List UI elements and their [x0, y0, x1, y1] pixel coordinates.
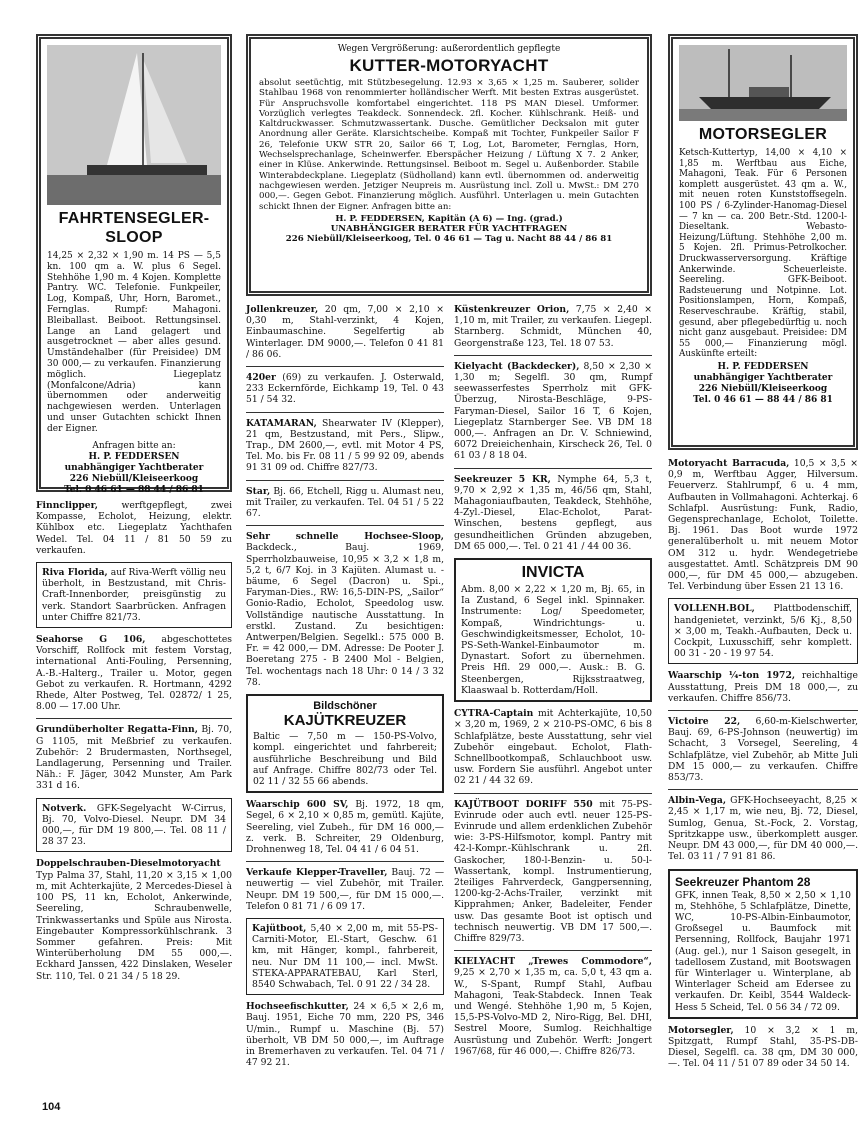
page-number: 104 — [42, 1101, 61, 1113]
column-middle — [246, 34, 652, 1074]
column-left — [36, 34, 232, 988]
sailboat-photo — [47, 45, 221, 205]
classified-regatta-finn: Grundüberholter Regatta-Finn, Bj. 70, G 1105, mit Meßbrief zu verkaufen. Zubehör: 2 Brudermasten, Northsegel, Landlagerung, Persenning und Trailer. Näh.: F. Jäger, 3042 Munster, Am Park 331 d 16. — [36, 724, 232, 792]
kutter-title: KUTTER-MOTORYACHT — [349, 56, 549, 75]
classified-kielyacht-backdecker: Kielyacht (Backdecker), 8,50 × 2,30 × 1,30 m; Segelfl. 30 qm, Rumpf seewasserfestes Sperrholz mit GFK-Überzug, Nirosta-Beschläge, 9-PS-Faryman-Diesel, Sailor 16 T, 6 Kojen, Liegeplatz Starnberger See. VB DM 18 000,—. Anfragen an Dr. V. Schniewind, 6072 Dreieichenhain, Kirscheck 26, Tel. 0 61 03 / 8 18 04. — [454, 360, 652, 462]
sloop-tel: Tel. 0 46 61 — 88 44 / 86 81 — [64, 484, 204, 495]
motorsegler-title: MOTORSEGLER — [698, 126, 828, 143]
phantom-text: GFK, innen Teak, 8,50 × 2,50 × 1,10 m, Stehhöhe, 5 Schlafplätze, Dinette, WC, 10-PS-Albin-Einbaumotor, Großsegel u. Baumfock mit Persenning, Rollfock, Baujahr 1971 (Aug. gel.), nur 1 Saison gesegelt, in tadellosem Zustand, mit Bootswagen für Winterlager u. Winterplane, ab Winterlager Scheid am Edersee zu verkaufen. Dr. Keibl, 3544 Waldeck-Hess 5 Scheid, Tel. 0 56 34 / 72 09. — [675, 889, 851, 1013]
kajuetkreuzer-title: KAJÜTKREUZER — [283, 712, 407, 730]
sloop-ad-box — [36, 34, 232, 495]
classified-seahorse: Seahorse G 106, abgeschottetes Vorschiff, Rollfock mit festem Vorstag, international Anti-Fouling, Persenning, A.-B.-Halterg., Trailer u. Motor, gegen Gebot zu verkaufen. R. Hortmann, 4292 Rhede, Alter Postweg, Tel. 02872/ 1 25, 8.00 — 17.00 Uhr. — [36, 634, 232, 713]
sloop-contact: Anfragen bitte an: — [92, 440, 176, 451]
kajuetkreuzer-top: Bildschöner — [313, 700, 377, 713]
classified-doriff: KAJÜTBOOT DORIFF 550 mit 75-PS-Evinrude oder auch evtl. neuer 125-PS-Evinrude und allem erdenklichen Zubehör wie: 3-PS-Hilfsmotor, kompl. Pantry mit 42-l-Kompr.-Kühlschrank u. 2fl. Gaskocher, 180-l-Benzin- u. 50-l-Wassertank, kompl. Instrumentierung, 2teiliges Fahrverdeck, Gangpersenning, 1200-kg-2-Achs-Trailer, verzinkt mit Kipprahmen; Anker, Badeleiter, Fender usw. Das gesamte Boot ist optisch und technisch neuwertig. VB DM 17 500,—. Chiffre 829/73. — [454, 798, 652, 944]
classified-cytra-captain: CYTRA-Captain mit Achterkajüte, 10,50 × 3,20 m, 1969, 2 × 210-PS-OMC, 6 bis 8 Schlafplätze, beste Ausstattung, sehr viel Zubehör eingebaut. Echolot, Flath-Schnellbootkompaß, Schlauchboot usw. usw. Fordern Sie ausführl. Angebot unter 02 21 / 44 32 69. — [454, 708, 652, 787]
classified-waarschip-quarter: Waarschip ¼-ton 1972, reichhaltige Ausstattung, Preis DM 18 000,—, zu verkaufen. Chiffre 856/73. — [668, 670, 858, 704]
column-middle-right — [454, 304, 652, 1074]
classified-kajuetkreuzer — [246, 694, 444, 793]
motorsegler-ad-box — [668, 34, 858, 450]
classified-hochsee-sloop: Sehr schnelle Hochsee-Sloop, Backdeck., Bauj. 1969, Sperrholzbauweise, 10,95 × 3,2 × 1,8 m, 5,2 t, 6/7 Koj. in 3 Kajüten. Alumast u. -bäume, 6 Segel (Dacron) u. Spi., Faryman-Dies., RW: 16,5-DIN-PS, „Sailor“ Gonio-Radio, Echolot, Speedolog usw. Vollständige nautische Ausstattung. In erstkl. Zustand. Zu besichtigen: Antwerpen/Belgien. Segelkl.: 575 000 B. Fr. = 42 000,— DM. Adresse: De Pooter J. Boeretang 275 - B 2400 Mol - Belgien, Tel. wochentags nach 18 Uhr: 0 14 / 3 32 78. — [246, 531, 444, 688]
motorsegler-image — [679, 45, 847, 121]
motorsegler-body: Ketsch-Kuttertyp, 14,00 × 4,10 × 1,85 m. Werftbau aus Eiche, Mahagoni, Teak. Für 6 Personen komplett ausgerüstet. 43 qm a. W., mit neuen roten Kunststoffsegeln. 100 PS / 6-Zylinder-Hanomag-Diesel — 7 kn — ca. 200 Betr.-Std. 1200-l-Dieseltank. Webasto-Heizung/Lüftung. Stehhöhe 2,00 m. 5 Kojen. 2fl. Primus-Petrolkocher. Druckwasserversorgung. Kräftige Ankerwinde. Scheuerleiste. Seereling. GFK-Beiboot. Radsteuerung und Notpinne. Lot. Positionslampen, Horn, Kompaß, Reserveschraube. Kräftig, stabil, gesund, aber pflegebedürftig u. noch nicht ganz ausgebaut. Preisidee: DM 55 000,— Finanzierung mögl. Auskünfte erteilt: — [679, 148, 847, 360]
classified-phantom-28 — [668, 869, 858, 1019]
kutter-top: Wegen Vergrößerung: außerordentlich gepflegte — [337, 44, 561, 54]
kutter-ad-box — [246, 34, 652, 296]
sloop-name: H. P. FEDDERSEN — [88, 451, 180, 462]
classified-victoire: Victoire 22, 6,60-m-Kielschwerter, Bauj. 69, 6-PS-Johnson (neuwertig) im Schacht, 3 Vorsegel, Seereling, 4 Schlafplätze, viel Zubehör, ab Mitte Juli DM 15 000,— zu verkaufen. Chiffre 853/73. — [668, 716, 858, 784]
invicta-title: INVICTA — [521, 564, 585, 582]
classified-420er: 420er (69) zu verkaufen. J. Osterwald, 233 Eckernförde, Eichkamp 19, Tel. 0 43 51 / 54 32. — [246, 372, 444, 406]
classified-trewes-commodore: KIELYACHT „Trewes Commodore“, 9,25 × 2,70 × 1,35 m, ca. 5,0 t, 43 qm a. W., S-Spant, Rumpf Stahl, Aufbau Mahagoni, Teak-Stabdeck. Innen Teak und Wengé. Stehhöhe 1,90 m, 5 Kojen, 15,5-PS-Volvo-MD 2, Niro-Rigg, Bel. DHI, Sestrel Moore, Sumlog. Reichhaltige Ausrüstung und Zubehör. Werft: Jongert 1967/68, für 46 000,—. Chiffre 826/73. — [454, 956, 652, 1057]
classified-star: Star, Bj. 66, Etchell, Rigg u. Alumast neu, mit Trailer, zu verkaufen. Tel. 04 51 / 5 22 67. — [246, 485, 445, 520]
classified-waarschip-600: Waarschip 600 SV, Bj. 1972, 18 qm, Segel, 6 × 2,10 × 0,85 m, gemütl. Kajüte, Seereling, viel Zubeh., für DM 16 000,— z. verk. B. Schreiter, 29 Oldenburg, Drohnenweg 18, Tel. 04 41 / 6 04 51. — [246, 799, 444, 855]
classified-invicta — [454, 558, 652, 702]
phantom-title: Seekreuzer Phantom 28 — [675, 874, 811, 889]
classified-doppelschrauben: Doppelschrauben-Dieselmotoryacht Typ Palma 37, Stahl, 11,20 × 3,15 × 1,00 m, mit Achterkajüte, 2 Mercedes-Diesel à 100 PS, 11 kn, Echolot, Ankerwinde, Seereling, Schraubenwelle, Trinkwassertanks und Spüle aus Nirosta. Eingebauter Kompressorkühlschrank. 3 Sommer gefahren. Preis: Mit Winterüberholung DM 55 000,—. Eckhard Janssen, 422 Dinslaken, Weseler Str. 110, Tel. 0 21 34 / 5 18 29. — [36, 858, 232, 982]
classified-hochseefischkutter: Hochseefischkutter, 24 × 6,5 × 2,6 m, Bauj. 1951, Eiche 70 mm, 220 PS, 346 U/min., Rumpf u. Maschine (Bj. 57) überholt, VB DM 50 000,—, im Auftrage in Bremerhaven zu verkaufen. Tel. 04 71 / 47 92 21. — [246, 1001, 445, 1069]
classified-orion: Küstenkreuzer Orion, 7,75 × 2,40 × 1,10 m, mit Trailer, zu verkaufen. Liegepl. Starnberg. Schmidt, München 40, Georgenstraße 123, Tel. 18 07 53. — [454, 304, 652, 349]
kutter-body: absolut seetüchtig, mit Stützbesegelung. 12.93 × 3,65 × 1,25 m. Sauberer, solider Stahlbau 1968 von renommierter holländischer Werft. Mit besten Extras ausgerüstet. Für Anspruchsvolle komfortabel eingerichtet. 118 PS MAN Diesel. Umformer. Vorzüglich verlegtes Teakdeck. Sonnendeck. 2fl. Kocher. Kühlschrank. Heiß- und Kaltdruckwasser. Schmutzwassertank. Dusche. Gemütlicher Decksalon mit guter Anordnung aller Geräte. Klarsichtscheibe. Kompaß mit Tochter, Funkpeiler Sailor F 26, Telefonie UKW STR 20, Sailor 66 T, Log, Lot, Barometer, Fernglas, Horn, Wechselsprechanlage, Scheinwerfer. Eberspächer Heizung / Lüftung X 7. 2 Anker, einer in Klüse. Ankerwinde. Rettungsinsel. Beiboot m. Segel u. Außenborder. Stabile Winterabdeckplane. Liegeplatz (Südholland) kann evtl. übernommen od. anderweitig nachgewiesen werden. Jetziger Neupreis m. Ausrüstung incl. Zoll u. MwSt.: DM 270 000,—. Gegen Gebot. Finanzierung möglich. Ausführl. Unterlagen u. mein Gutachten schickt Ihnen der Eigner. Anfragen bitte an: — [259, 78, 639, 212]
classified-jollenkreuzer: Jollenkreuzer, 20 qm, 7,00 × 2,10 × 0,30 m, Stahl-verzinkt, 4 Kojen, Einbaumaschine. Segelfertig ab Winterlager. DM 9000,—. Telefon 0 41 81 / 86 06. — [246, 304, 445, 360]
classified-vollenhoven: VOLLENH.BOL, Plattbodenschiff, handgenietet, verzinkt, 5/6 Kj., 8,50 × 3,00 m, Teakh.-Aufbauten, Deck u. Cockpit, Luxusschiff, sehr komplett. 00 31 - 20 - 19 97 54. — [668, 598, 858, 664]
invicta-text: Abm. 8,00 × 2,22 × 1,20 m, Bj. 65, in Ia Zustand, 6 Segel inkl. Spinnaker. Instrumente: Log/ Speedometer, Kompaß, Windrichtungs- u. Geschwindigkeitsmesser, Echolot, 10-PS-Seth-Wankel-Einbaumotor m. Dynastart. Sofort zu übernehmen. Preis Hfl. 29 000,—. Ausk.: B. G. Steenbergen, Rijksstraatweg, Klaaswaal b. Rotterdam/Holl. — [461, 584, 645, 696]
kutter-role: UNABHÄNGIGER BERATER FÜR YACHTFRAGEN — [330, 223, 568, 234]
kutter-name: H. P. FEDDERSEN, Kapitän (A 6) — Ing. (grad.) — [335, 213, 563, 224]
column-right — [668, 34, 858, 1076]
classified-kajuetboot: Kajütboot, 5,40 × 2,00 m, mit 55-PS-Carniti-Motor, El.-Start, Geschw. 61 km, mit Hänger, kompl., fahrbereit, neu. Nur DM 11 100,— incl. MwSt. STEKA-APPARATEBAU, Karl Sterl, 8540 Schwabach, Tel. 0 91 22 / 34 28. — [246, 918, 444, 995]
classified-riva-florida: Riva Florida, auf Riva-Werft völlig neu überholt, in Bestzustand, mit Chris-Craft-Innenborder, preisgünstig zu verk. Standort Saarbrücken. Anfragen unter Chiffre 821/73. — [36, 562, 232, 628]
motorsegler-addr: 226 Niebüll/Kleiseerkoog — [698, 383, 828, 394]
motorsegler-role: unabhängiger Yachtberater — [693, 372, 833, 383]
column-middle-left — [246, 304, 444, 1074]
kutter-addr: 226 Niebüll/Kleiseerkoog, Tel. 0 46 61 — Tag u. Nacht 88 44 / 86 81 — [285, 233, 613, 244]
sloop-body: 14,25 × 2,32 × 1,90 m. 14 PS — 5,5 kn. 100 qm a. W. plus 6 Segel. Stehhöhe 1,90 m. 4 Kojen. Komplette Pantry. WC. Telefonie. Funkpeiler, Log, Kompaß, Uhr, Horn, Baromet., Fernglas. Rumpf: Mahagoni. Bleiballast. Beiboot. Rettungsinsel. Lange an Land gelagert und ausgetrocknet — aber alles gesund. Umständehalber (für Preisidee) DM 30 000,— zu verkaufen. Finanzierung möglich. Liegeplatz (Monfalcone/Adria) kann übernommen oder anderweitig nachgewiesen werden. Unterlagen und unser Gutachten schickt Ihnen der Eigner. — [47, 251, 221, 434]
classified-barracuda: Motoryacht Barracuda, 10,5 × 3,5 × 0,9 m, Werftbau Agger, Hilversum. Feuerverz. Stahlrumpf, 6 u. 4 mm, Aufbauten in Vollmahagoni. Achterkaj. 6 Schlafpl. Ausrüstung: Funk, Radio, Gegensprechanlage, Echolot, Toilette. Bj. 1961. Das Boot wurde 1972 generalüberholt u. mit neuem Motor OM 312 u. hydr. Wendegetriebe ausgestattet. Amtl. Schätzpreis DM 90 000,—, für DM 45 000,— abzugeben. Tel. Verbindung über Essen 21 13 16. — [668, 458, 858, 593]
classified-finnclipper: Finnclipper, werftgepflegt, zwei Kompasse, Echolot, Heizung, elektr. Kühlbox etc. Liegeplatz Yachthafen Wedel. Tel. 04 11 / 81 50 59 zu verkaufen. — [36, 500, 233, 556]
kajuetkreuzer-text: Baltic — 7,50 m — 150-PS-Volvo, kompl. eingerichtet und fahrbereit; ausführliche Beschreibung und Bild auf Anfrage. Chiffre 802/73 oder Tel. 02 11 / 32 55 66 abends. — [253, 731, 437, 787]
motorsegler-name: H. P. FEDDERSEN — [717, 361, 809, 372]
classified-klepper-traveller: Verkaufe Klepper-Traveller, Bauj. 72 — neuwertig — viel Zubehör, mit Trailer. Neupr. DM 19 500,—, für DM 15 000,—. Telefon 0 81 71 / 6 09 17. — [246, 867, 445, 912]
motorsegler-tel: Tel. 0 46 61 — 88 44 / 86 81 — [693, 394, 833, 405]
classified-seekreuzer-5kr: Seekreuzer 5 KR, Nymphe 64, 5,3 t, 9,70 × 2,92 × 1,35 m, 46/56 qm, Stahl, Mahagoniaufbauten, Teakdeck, Stehhöhe, 4-Zyl.-Diesel, Elac-Echolot, Parat-Winschen, bestens gepflegt, aus gesundheitlichen Gründen abzugeben, DM 65 000,—. Tel. 0 21 41 / 44 00 36. — [454, 473, 652, 552]
classified-motorsegler-small: Motorsegler, 10 × 3,2 × 1 m, Spitzgatt, Rumpf Stahl, 35-PS-DB-Diesel, Segelfl. ca. 38 qm, DM 30 000,—. Tel. 04 11 / 51 07 89 oder 34 50 14. — [668, 1024, 858, 1070]
classified-albin-vega: Albin-Vega, GFK-Hochseeyacht, 8,25 × 2,45 × 1,17 m, wie neu, Bj. 72, Diesel, Sumlog, Genua, St.-Fock, 2. Vorstag, Spritzkappe usw., überkomplett ausger. Neupr. DM 43 000,—, für DM 40 000,—. Tel. 03 11 / 7 91 81 86. — [668, 795, 858, 863]
classified-katamaran: KATAMARAN, Shearwater IV (Klepper), 21 qm, Bestzustand, mit Pers., Slipw., Trap., DM 2600,—, evtl. mit Motor 4 PS, Tel. Mo. bis Fr. 08 11 / 5 99 92 09, abends 91 31 09 od. Chiffre 827/73. — [246, 417, 444, 474]
sloop-addr: 226 Niebüll/Kleiseerkoog — [69, 473, 199, 484]
classified-notverk: Notverk. GFK-Segelyacht W-Cirrus, Bj. 70, Volvo-Diesel. Neupr. DM 34 000,—, für DM 19 800,—. Tel. 08 11 / 28 37 23. — [36, 798, 232, 853]
sloop-title: FAHRTENSEGLER-SLOOP — [58, 210, 210, 246]
motorsegler-photo — [679, 45, 847, 121]
sloop-role: unabhängiger Yachtberater — [64, 462, 204, 473]
sailboat-image — [47, 45, 221, 205]
